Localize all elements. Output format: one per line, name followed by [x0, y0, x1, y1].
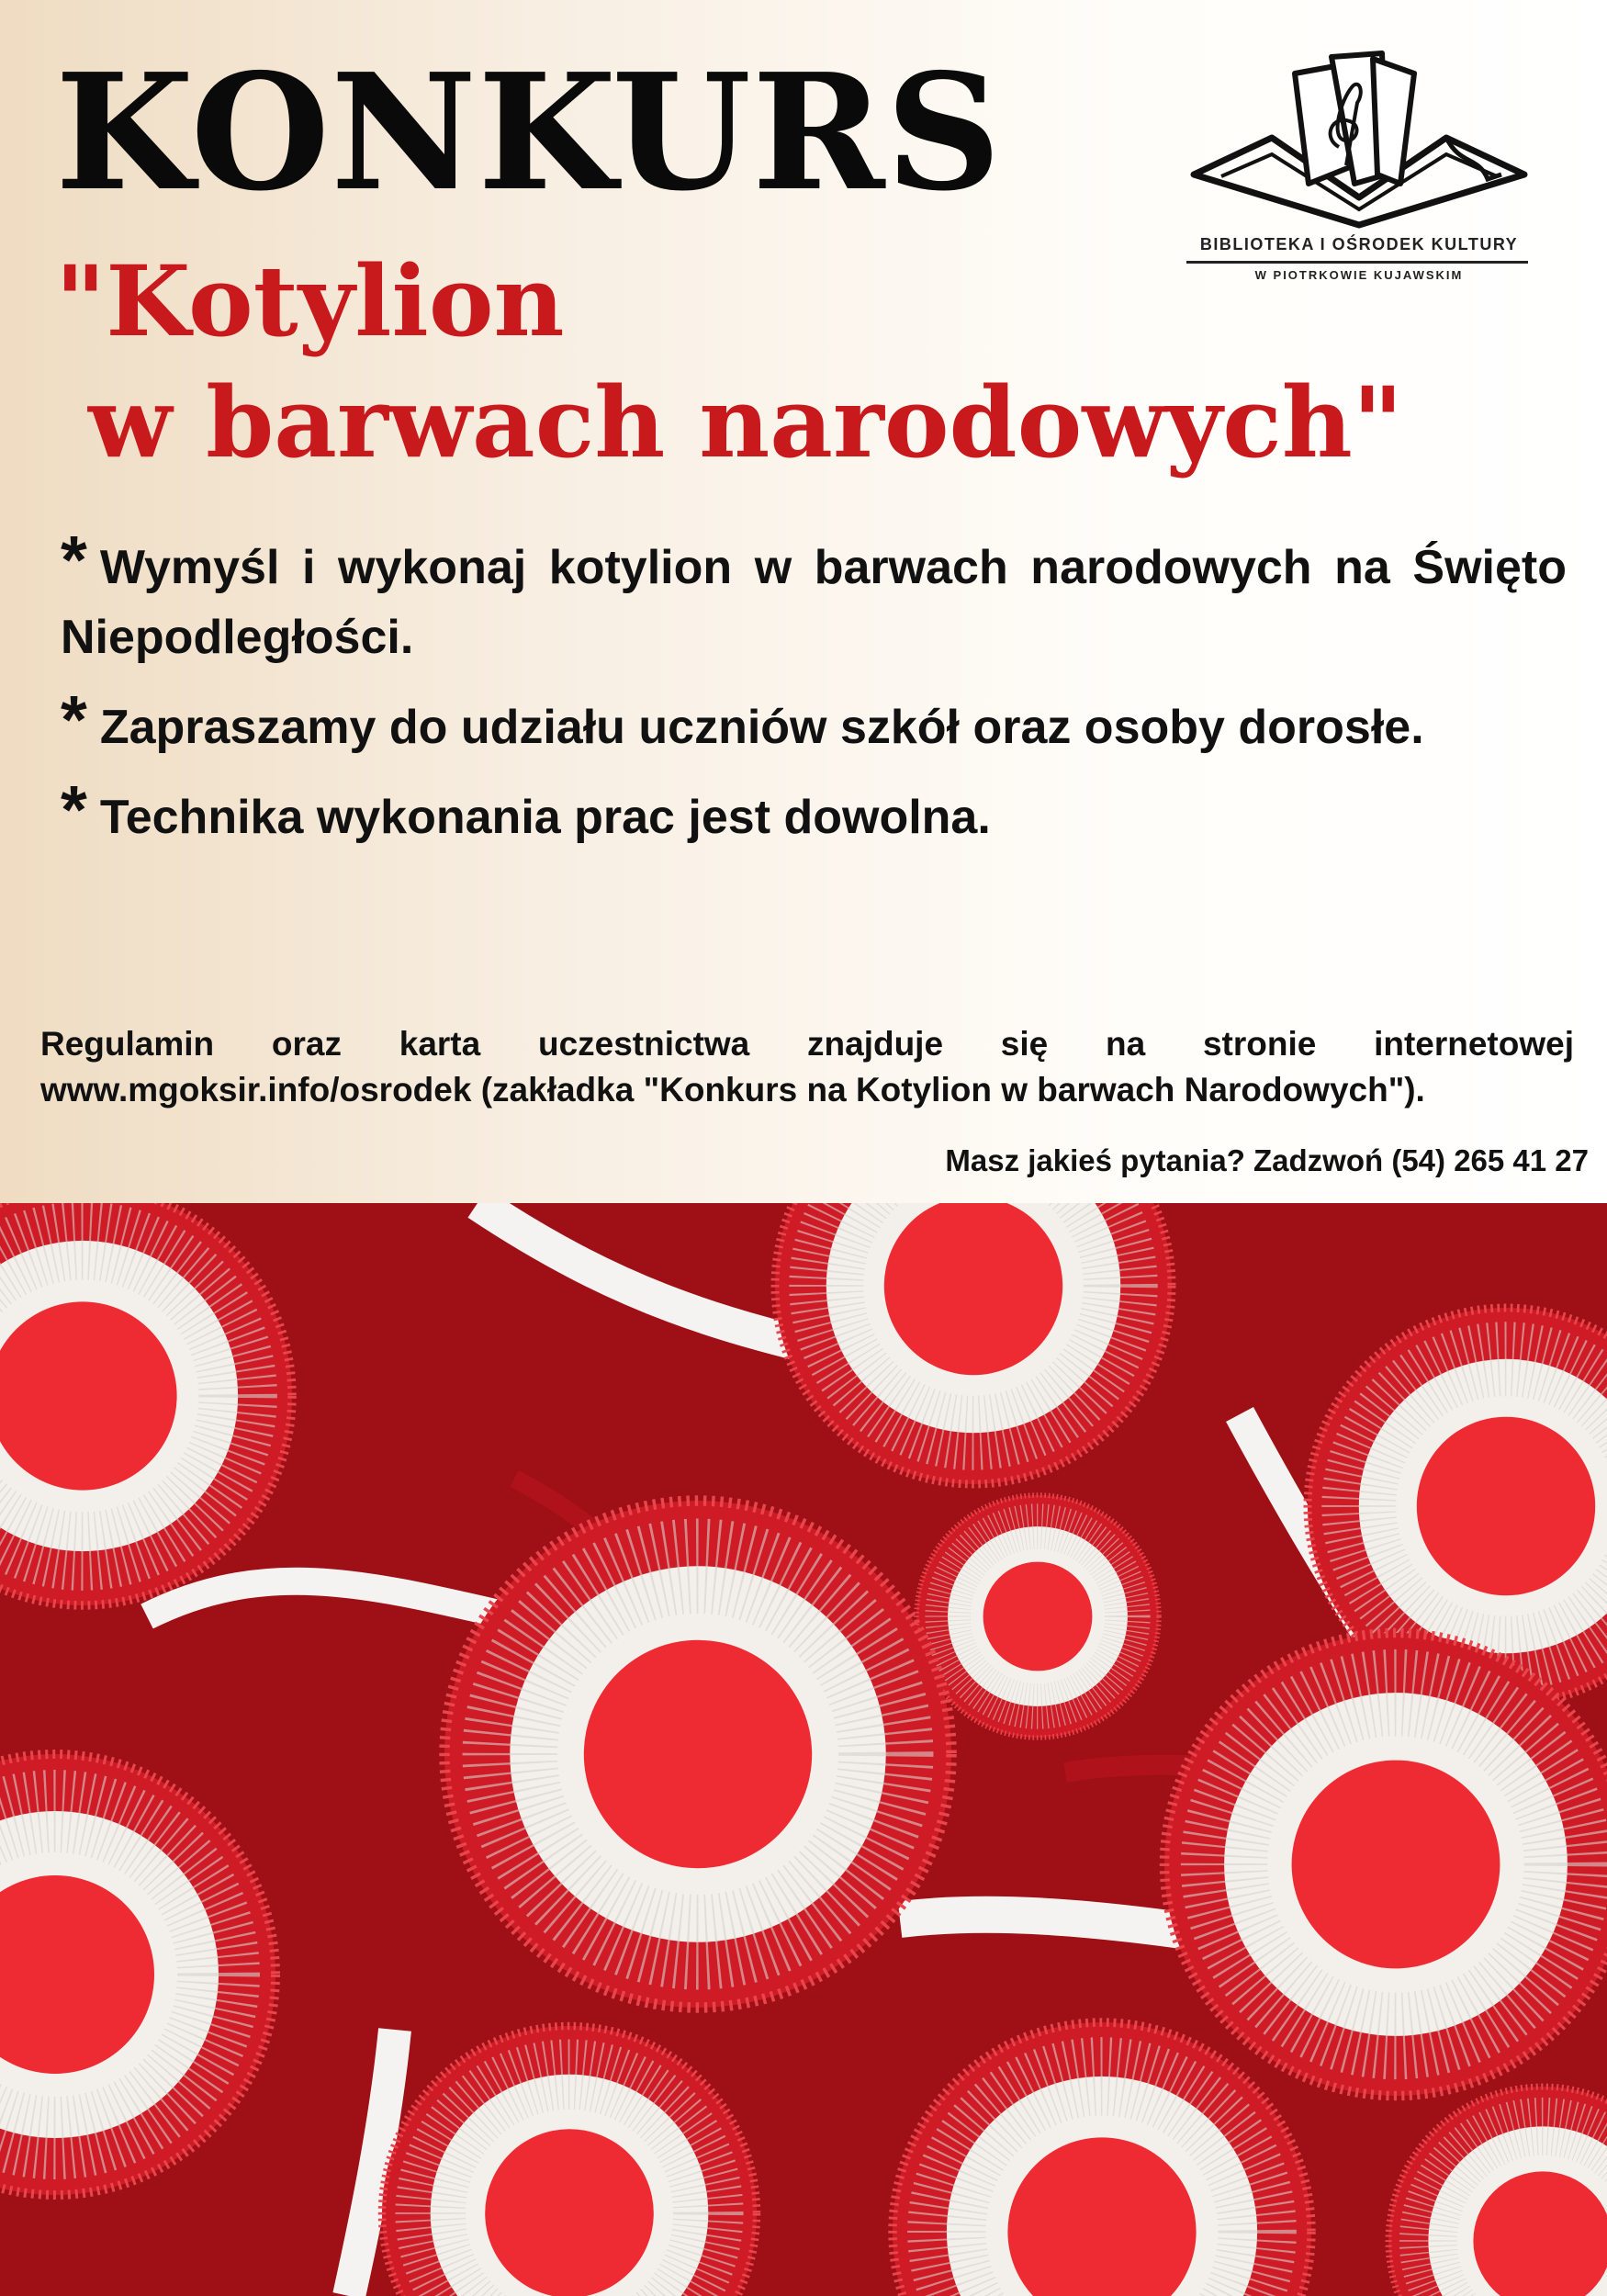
rosettes-illustration	[0, 1203, 1607, 2296]
bullet-text: Technika wykonania prac jest dowolna.	[99, 791, 991, 844]
bullet-text: Wymyśl i wykonaj kotylion w barwach narodowych na Święto Niepodległości.	[61, 541, 1567, 664]
bullet-list	[61, 522, 1567, 872]
regulations-text: Regulamin oraz karta uczestnictwa znajduje się na stronie internetowej www.mgoksir.info/osrodek (zakładka "Konkurs na Kotylion w barwach Narodowych").	[40, 1025, 1574, 1109]
bullet-item	[61, 522, 1567, 672]
rosettes-photo	[0, 1203, 1607, 2296]
contact-line: Masz jakieś pytania? Zadzwoń (54) 265 41 27	[945, 1143, 1589, 1177]
poster-title: KONKURS	[55, 39, 1003, 227]
logo-name: BIBLIOTEKA I OŚRODEK KULTURY	[1199, 235, 1519, 253]
logo-divider	[1186, 261, 1528, 264]
bullet-text: Zapraszamy do udziału uczniów szkół oraz osoby dorosłe.	[99, 701, 1424, 754]
library-logo-icon	[1185, 37, 1534, 294]
asterisk-icon: *	[61, 681, 87, 758]
subtitle-line-1: "Kotylion	[55, 243, 565, 358]
bullet-item	[61, 771, 1567, 852]
subtitle-line-2: w barwach narodowych"	[88, 365, 1404, 479]
bullet-item	[61, 681, 1567, 762]
logo-location: W PIOTRKOWIE KUJAWSKIM	[1254, 268, 1464, 282]
asterisk-icon: *	[61, 522, 87, 598]
asterisk-icon: *	[61, 771, 87, 848]
